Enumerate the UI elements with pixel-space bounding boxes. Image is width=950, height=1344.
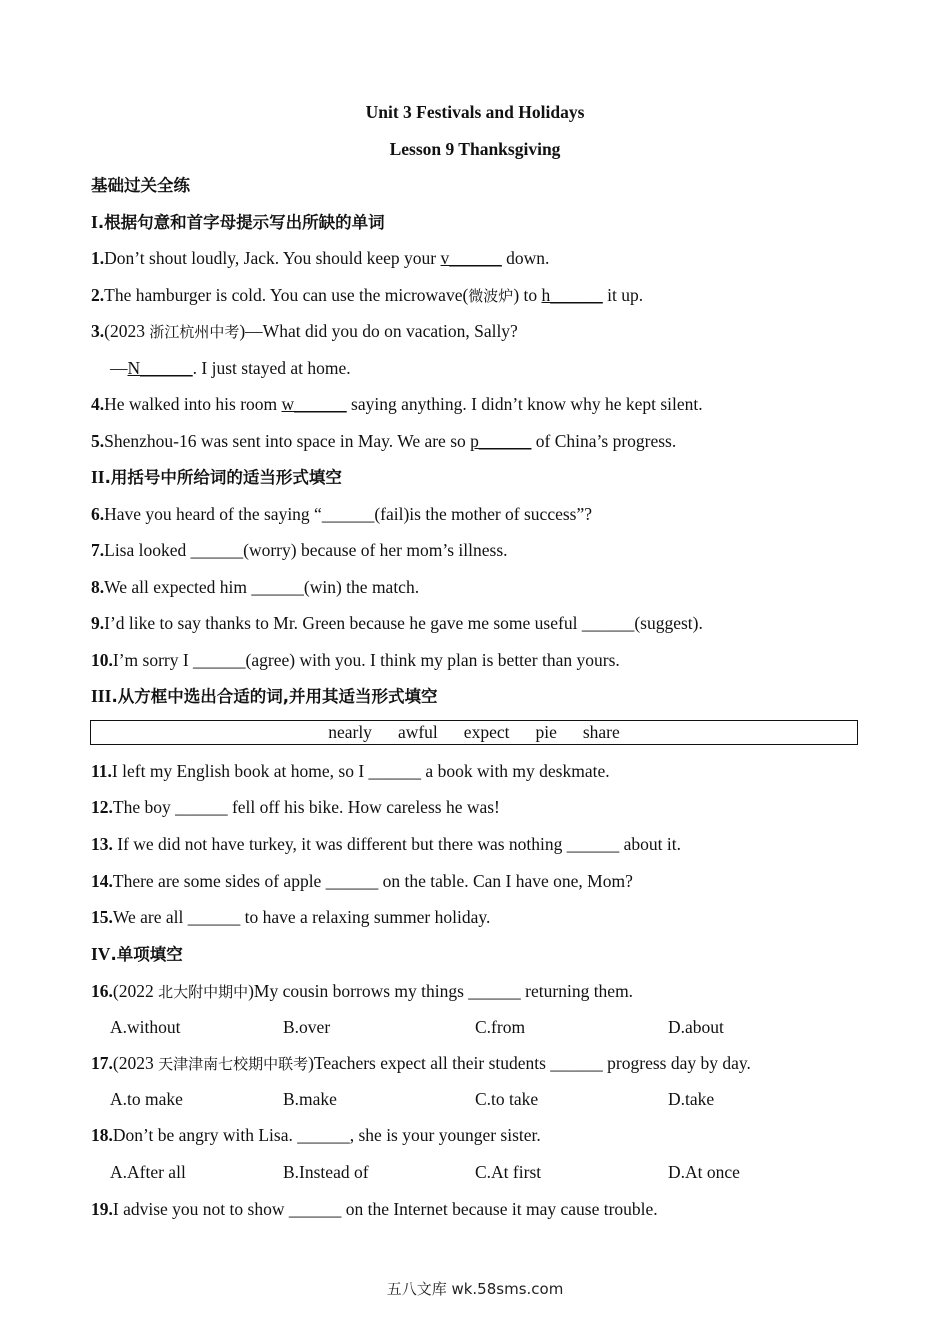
word-box-item: share	[582, 722, 620, 742]
option-c[interactable]: C.to take	[475, 1089, 539, 1109]
answer-blank[interactable]: N______	[127, 358, 193, 378]
option-a[interactable]: A.After all	[110, 1162, 186, 1182]
question-14: 14.There are some sides of apple ______ on the table. Can I have one, Mom?	[91, 871, 633, 891]
section-4-title: IV.单项填空	[91, 944, 183, 964]
word-box-item: nearly	[328, 722, 372, 742]
question-11: 11.I left my English book at home, so I ______ a book with my deskmate.	[91, 761, 610, 781]
question-7: 7.Lisa looked ______(worry) because of her mom’s illness.	[91, 540, 508, 560]
option-c[interactable]: C.At first	[475, 1162, 542, 1182]
question-9: 9.I’d like to say thanks to Mr. Green because he gave me some useful ______(suggest).	[91, 613, 703, 633]
question-16: 16.(2022 北大附中期中)My cousin borrows my things ______ returning them.	[91, 981, 634, 1001]
word-box-item: awful	[397, 722, 438, 742]
section-heading: 基础过关全练	[91, 176, 190, 195]
word-box-item: expect	[463, 722, 510, 742]
question-19: 19.I advise you not to show ______ on the Internet because it may cause trouble.	[91, 1199, 658, 1219]
option-b[interactable]: B.make	[283, 1089, 337, 1109]
question-12: 12.The boy ______ fell off his bike. How careless he was!	[91, 797, 500, 817]
option-d[interactable]: D.take	[668, 1089, 715, 1109]
option-b[interactable]: B.Instead of	[283, 1162, 369, 1182]
question-3-reply: —N______. I just stayed at home.	[110, 358, 351, 378]
question-1: 1.Don’t shout loudly, Jack. You should keep your v______ down.	[91, 248, 550, 268]
lesson-title: Lesson 9 Thanksgiving	[389, 139, 561, 159]
option-a[interactable]: A.to make	[110, 1089, 183, 1109]
section-2-title: II.用括号中所给词的适当形式填空	[91, 467, 342, 487]
option-c[interactable]: C.from	[475, 1017, 526, 1037]
answer-blank[interactable]: w______	[281, 394, 347, 414]
word-box-item: pie	[535, 722, 557, 742]
answer-blank[interactable]: p______	[470, 431, 532, 451]
option-d[interactable]: D.At once	[668, 1162, 740, 1182]
question-3: 3.(2023 浙江杭州中考)—What did you do on vacation, Sally?	[91, 321, 518, 341]
question-5: 5.Shenzhou-16 was sent into space in May. We are so p______ of China’s progress.	[91, 431, 677, 451]
footer-watermark: 五八文库 wk.58sms.com	[386, 1280, 564, 1298]
question-6: 6.Have you heard of the saying “______(fail)is the mother of success”?	[91, 504, 593, 524]
unit-title: Unit 3 Festivals and Holidays	[365, 102, 585, 122]
question-13: 13. If we did not have turkey, it was different but there was nothing ______ about it.	[91, 834, 682, 854]
question-18: 18.Don’t be angry with Lisa. ______, she is your younger sister.	[91, 1125, 541, 1145]
option-d[interactable]: D.about	[668, 1017, 724, 1037]
option-a[interactable]: A.without	[110, 1017, 181, 1037]
question-10: 10.I’m sorry I ______(agree) with you. I think my plan is better than yours.	[91, 650, 620, 670]
question-4: 4.He walked into his room w______ saying anything. I didn’t know why he kept silent.	[91, 394, 703, 414]
option-b[interactable]: B.over	[283, 1017, 331, 1037]
section-1-title: I.根据句意和首字母提示写出所缺的单词	[91, 212, 385, 232]
question-15: 15.We are all ______ to have a relaxing summer holiday.	[91, 907, 491, 927]
question-8: 8.We all expected him ______(win) the match.	[91, 577, 420, 597]
answer-blank[interactable]: v______	[440, 248, 502, 268]
question-17: 17.(2023 天津津南七校期中联考)Teachers expect all their students ______ progress day by day.	[91, 1053, 751, 1073]
word-box	[90, 720, 858, 745]
question-2: 2.The hamburger is cold. You can use the microwave(微波炉) to h______ it up.	[91, 285, 644, 305]
answer-blank[interactable]: h______	[541, 285, 603, 305]
section-3-title: III.从方框中选出合适的词,并用其适当形式填空	[91, 686, 438, 706]
